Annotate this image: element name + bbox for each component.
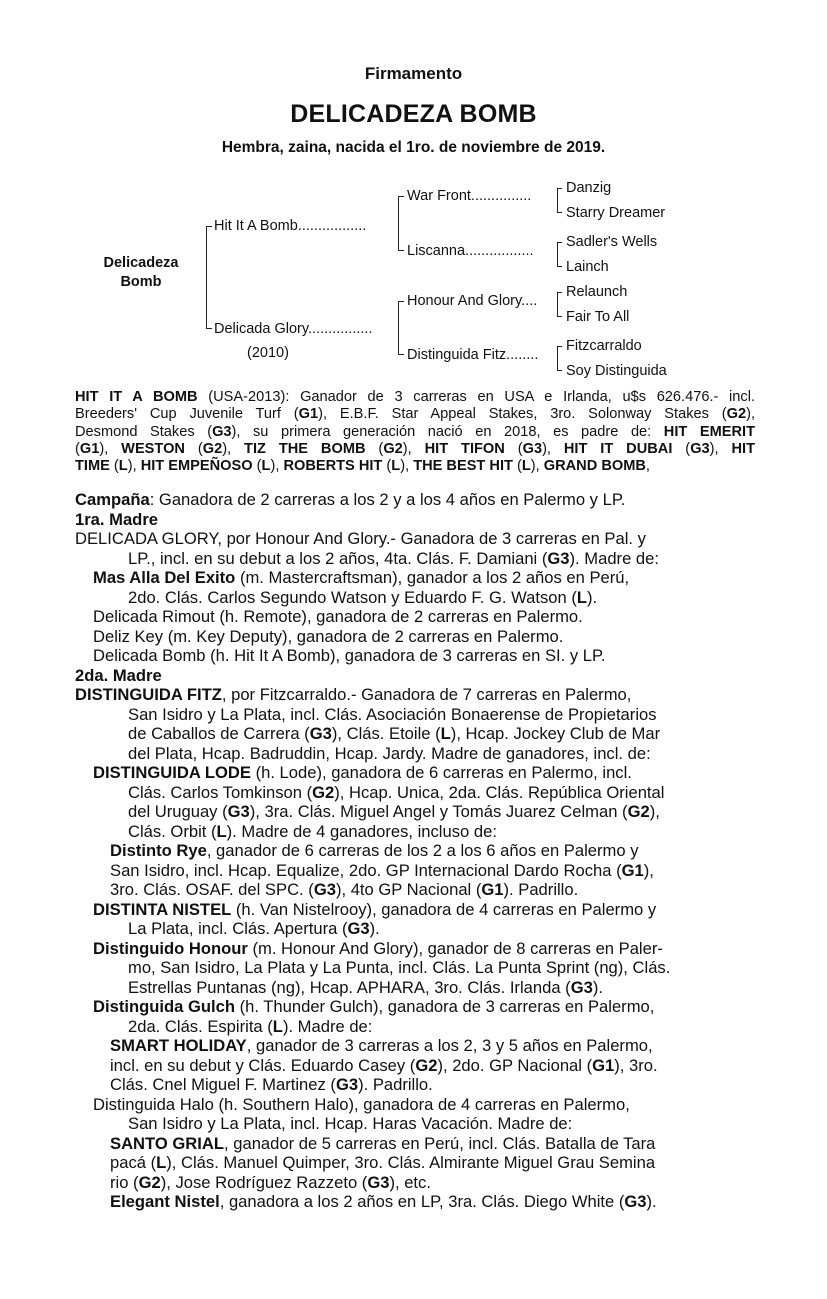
bold-text: L	[272, 1016, 283, 1036]
text: San Isidro, incl. Hcap. Equalize, 2do. GP Internacional Dardo Rocha (	[110, 860, 622, 880]
text: , por Fitzcarraldo.- Ganadora de 7 carreras en Palermo,	[221, 685, 632, 704]
text: Delicada Rimout (h. Remote), ganadora de 2 carreras en Palermo.	[93, 607, 583, 626]
text: ). Madre de:	[282, 1016, 373, 1036]
bracket-line	[398, 301, 404, 302]
text: , ganador de 6 carreras de los 2 a los 6 años en Palermo y	[206, 841, 639, 860]
text: ).	[369, 919, 380, 938]
bold-text: Distinguido Honour	[93, 938, 248, 958]
text: incl. en su debut y Clás. Eduardo Casey (	[110, 1055, 416, 1075]
text: ). Padrillo.	[503, 880, 579, 899]
pedigree-ancestor: Starry Dreamer	[566, 205, 666, 221]
bold-text: G3	[367, 1172, 390, 1192]
bold-text: G2	[312, 782, 335, 802]
family-line	[75, 861, 765, 881]
family-line	[75, 1095, 765, 1115]
text: San Isidro y La Plata, incl. Hcap. Haras Vacación. Madre de:	[128, 1114, 573, 1133]
bracket-line	[398, 354, 404, 355]
stallion-name: Firmamento	[364, 64, 463, 83]
bold-text: G1	[481, 880, 504, 899]
family-line	[75, 1075, 765, 1095]
bracket-line	[557, 346, 562, 347]
family-line	[75, 783, 765, 803]
pedigree-dam-sire: Honour And Glory....	[407, 293, 538, 309]
family-line	[75, 1036, 765, 1056]
bold-text: G3	[309, 724, 332, 743]
bracket-line	[557, 292, 562, 293]
text: pacá (	[110, 1153, 157, 1172]
text: del Plata, Hcap. Badruddin, Hcap. Jardy. Madre de ganadores, incl. de:	[128, 743, 651, 763]
text: , ganador de 3 carreras a los 2, 3 y 5 años en Palermo,	[246, 1036, 653, 1055]
text: Estrellas Puntanas (ng), Hcap. APHARA, 3ro. Clás. Irlanda (	[128, 977, 571, 997]
family-line	[75, 939, 765, 959]
sire-summary	[75, 389, 755, 475]
text: de Caballos de Carrera (	[128, 724, 310, 743]
family-line	[75, 724, 765, 744]
bold-text: L	[156, 1153, 167, 1172]
bracket-line	[206, 226, 207, 329]
bracket-line	[206, 226, 212, 227]
bold-text: G3	[335, 1075, 359, 1094]
text: rio (	[110, 1172, 139, 1192]
bold-text: G3	[313, 880, 336, 899]
text: 3ro. Clás. OSAF. del SPC. (	[110, 880, 314, 899]
text: 2da. Clás. Espirita (	[128, 1016, 273, 1036]
family-body	[75, 490, 765, 1212]
family-line	[75, 1017, 765, 1037]
family-line	[75, 1134, 765, 1154]
family-line	[75, 705, 765, 725]
pedigree-ancestor: Lainch	[566, 259, 609, 275]
pedigree-dam-year: (2010)	[247, 345, 289, 361]
bold-text: DISTINGUIDA FITZ	[75, 685, 222, 704]
bracket-line	[557, 188, 558, 213]
text: Deliz Key (m. Key Deputy), ganadora de 2 carreras en Palermo.	[93, 626, 564, 646]
summary-line: (G1), WESTON (G2), TIZ THE BOMB (G2), HIT TIFON (G3), HIT IT DUBAI (G3), HIT	[75, 440, 755, 457]
bold-text: DISTINGUIDA LODE	[93, 763, 251, 782]
bracket-line	[398, 250, 404, 251]
bold-text: SANTO GRIAL	[110, 1133, 225, 1153]
family-line	[75, 1114, 765, 1134]
family-line	[75, 1056, 765, 1076]
family-line	[75, 1192, 765, 1212]
bold-text: 1ra. Madre	[75, 509, 159, 529]
text: del Uruguay (	[128, 802, 228, 821]
text: San Isidro y La Plata, incl. Clás. Asociación Bonaerense de Propietarios	[128, 704, 657, 724]
text: Distinguida Halo (h. Southern Halo), ganadora de 4 carreras en Palermo,	[93, 1094, 630, 1114]
family-line	[75, 997, 765, 1017]
text: (h. Thunder Gulch), ganadora de 3 carreras en Palermo,	[234, 997, 655, 1016]
text: ), Hcap. Jockey Club de Mar	[450, 724, 661, 743]
family-line	[75, 627, 765, 647]
bold-text: Distinguida Gulch	[93, 997, 235, 1016]
text: (h. Van Nistelrooy), ganadora de 4 carreras en Palermo y	[231, 899, 657, 919]
family-line	[75, 588, 765, 608]
pedigree-subject: Delicadeza Bomb	[103, 255, 179, 290]
text: La Plata, incl. Clás. Apertura (	[128, 919, 348, 938]
bold-text: G2	[415, 1055, 438, 1075]
family-line	[75, 880, 765, 900]
family-line	[75, 802, 765, 822]
text: ),	[643, 860, 654, 880]
bold-text: Distinto Rye	[110, 841, 207, 860]
family-line	[75, 510, 765, 530]
bracket-line	[557, 242, 558, 267]
text: , ganadora a los 2 años en LP, 3ra. Clás. Diego White (	[219, 1192, 625, 1211]
bold-text: G1	[621, 860, 644, 880]
text: ), 4to GP Nacional (	[335, 880, 482, 899]
family-line	[75, 1153, 765, 1173]
bold-text: L	[216, 821, 227, 841]
summary-line: Breeders' Cup Juvenile Turf (G1), E.B.F. Star Appeal Stakes, 3ro. Solonway Stakes (G2),	[75, 406, 755, 423]
text: ). Madre de:	[569, 548, 659, 568]
bracket-line	[557, 212, 562, 213]
family-line	[75, 666, 765, 686]
text: mo, San Isidro, La Plata y La Punta, incl. Clás. La Punta Sprint (ng), Clás.	[128, 958, 671, 977]
bracket-line	[557, 316, 562, 317]
bracket-line	[557, 370, 562, 371]
family-line	[75, 529, 765, 549]
pedigree-ancestor: Soy Distinguida	[566, 363, 667, 379]
text: , ganador de 5 carreras en Perú, incl. Clás. Batalla de Tara	[224, 1133, 656, 1153]
family-line	[75, 978, 765, 998]
text: ).	[592, 977, 603, 997]
family-line	[75, 919, 765, 939]
bracket-line	[557, 188, 562, 189]
bold-text: DISTINTA NISTEL	[93, 899, 232, 919]
pedigree-dam-dam: Distinguida Fitz........	[407, 347, 539, 363]
pedigree-dam: Delicada Glory................	[214, 321, 373, 337]
bold-text: Mas Alla Del Exito	[93, 568, 236, 587]
bold-text: G3	[347, 919, 370, 938]
summary-line: HIT IT A BOMB (USA-2013): Ganador de 3 carreras en USA e Irlanda, u$s 626.476.- incl.	[75, 389, 755, 405]
summary-line: TIME (L), HIT EMPEÑOSO (L), ROBERTS HIT (L), THE BEST HIT (L), GRAND BOMB,	[75, 458, 650, 475]
text: ), Hcap. Unica, 2da. Clás. República Oriental	[334, 782, 665, 802]
pedigree-ancestor: Sadler's Wells	[566, 234, 658, 250]
text: 2do. Clás. Carlos Segundo Watson y Eduardo F. G. Watson (	[128, 587, 577, 607]
bold-text: G2	[627, 802, 650, 821]
pedigree-sire: Hit It A Bomb.................	[214, 218, 367, 234]
bold-text: Campaña	[75, 490, 150, 509]
pedigree-ancestor: Danzig	[566, 180, 612, 196]
family-line	[75, 549, 765, 569]
text: ).	[587, 587, 598, 607]
text: (m. Honour And Glory), ganador de 8 carreras en Paler-	[247, 938, 663, 958]
horse-description: Hembra, zaina, nacida el 1ro. de noviembre de 2019.	[221, 139, 606, 156]
family-line	[75, 763, 765, 783]
family-line	[75, 822, 765, 842]
bold-text: L	[576, 587, 587, 607]
text: ).	[646, 1192, 657, 1211]
bold-text: 2da. Madre	[75, 665, 162, 685]
bold-text: SMART HOLIDAY	[110, 1036, 247, 1055]
text: (m. Mastercraftsman), ganador a los 2 años en Perú,	[235, 568, 630, 587]
text: ). Padrillo.	[358, 1075, 433, 1094]
bold-text: Elegant Nistel	[110, 1192, 220, 1211]
bracket-line	[206, 328, 212, 329]
text: Delicada Bomb (h. Hit It A Bomb), ganadora de 3 carreras en SI. y LP.	[93, 646, 606, 665]
text: Clás. Cnel Miguel F. Martinez (	[110, 1075, 336, 1094]
text: : Ganadora de 2 carreras a los 2 y a los 4 años en Palermo y LP.	[149, 490, 626, 509]
bracket-line	[557, 266, 562, 267]
text: ), Jose Rodríguez Razzeto (	[160, 1172, 368, 1192]
text: LP., incl. en su debut a los 2 años, 4ta. Clás. F. Damiani (	[128, 548, 548, 568]
bracket-line	[557, 292, 558, 317]
family-line	[75, 1173, 765, 1193]
family-line	[75, 646, 765, 666]
bracket-line	[398, 196, 404, 197]
text: ), 3ro.	[614, 1055, 658, 1075]
family-line	[75, 607, 765, 627]
family-line	[75, 568, 765, 588]
family-line	[75, 958, 765, 978]
bracket-line	[557, 346, 558, 371]
pedigree-sire-dam: Liscanna.................	[407, 243, 534, 259]
text: Clás. Orbit (	[128, 821, 217, 841]
text: ), 2do. GP Nacional (	[437, 1055, 593, 1075]
page-title: DELICADEZA BOMB	[290, 100, 537, 128]
text: ), 3ra. Clás. Miguel Angel y Tomás Juarez Celman (	[249, 802, 628, 821]
text: (h. Lode), ganadora de 6 carreras en Palermo, incl.	[250, 763, 632, 782]
family-line	[75, 490, 765, 510]
bold-text: L	[440, 724, 451, 743]
family-line	[75, 744, 765, 764]
bold-text: G3	[570, 977, 593, 997]
bracket-line	[398, 301, 399, 355]
pedigree-ancestor: Fair To All	[566, 309, 630, 325]
family-line	[75, 841, 765, 861]
pedigree-ancestor: Relaunch	[566, 284, 628, 300]
bold-text: G1	[592, 1055, 615, 1075]
text: Clás. Carlos Tomkinson (	[128, 782, 313, 802]
text: ), Clás. Manuel Quimper, 3ro. Clás. Almirante Miguel Grau Semina	[166, 1153, 656, 1172]
bold-text: G3	[227, 802, 250, 821]
bold-text: G3	[624, 1192, 647, 1211]
pedigree-sire-sire: War Front...............	[407, 188, 532, 204]
bold-text: G2	[138, 1172, 161, 1192]
pedigree-ancestor: Fitzcarraldo	[566, 338, 642, 354]
text: ), etc.	[389, 1172, 431, 1192]
family-line	[75, 685, 765, 705]
text: ), Clás. Etoile (	[331, 724, 441, 743]
bracket-line	[557, 242, 562, 243]
text: ),	[649, 802, 660, 821]
text: ). Madre de 4 ganadores, incluso de:	[226, 821, 497, 841]
bracket-line	[398, 196, 399, 251]
bold-text: G3	[547, 548, 570, 568]
summary-line: Desmond Stakes (G3), su primera generación nació en 2018, es padre de: HIT EMERIT	[75, 423, 755, 440]
family-line	[75, 900, 765, 920]
text: DELICADA GLORY, por Honour And Glory.- Ganadora de 3 carreras en Pal. y	[75, 529, 646, 548]
